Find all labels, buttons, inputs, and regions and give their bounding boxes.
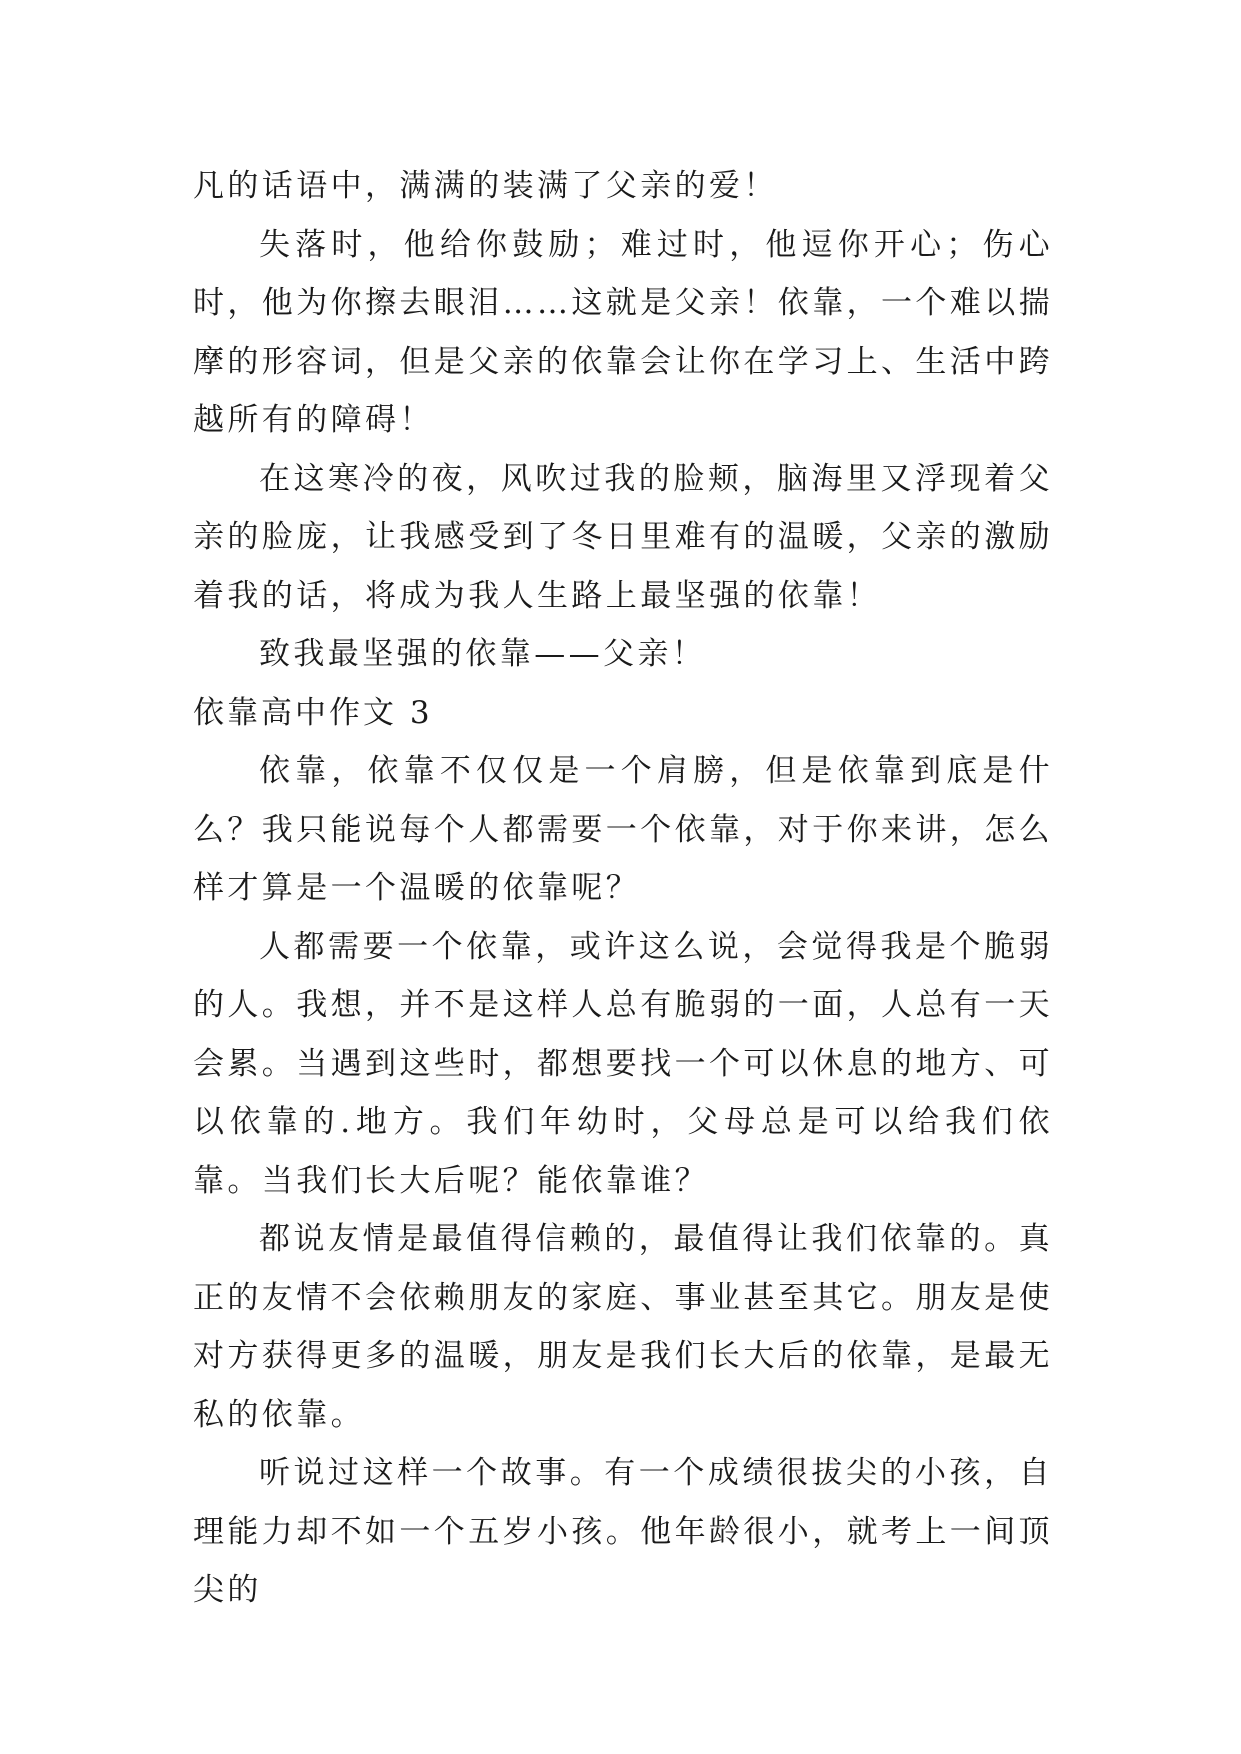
paragraph-continuation: 凡的话语中，满满的装满了父亲的爱！: [193, 168, 778, 204]
paragraph: 致我最坚强的依靠——父亲！: [259, 636, 707, 672]
paragraph: 都说友情是最值得信赖的，最值得让我们依靠的。真正的友情不会依赖朋友的家庭、事业甚至其它。朋友是使对方获得更多的温暖，朋友是我们长大后的依靠，是最无私的依靠。: [193, 1221, 1053, 1433]
paragraph: 人都需要一个依靠，或许这么说，会觉得我是个脆弱的人。我想，并不是这样人总有脆弱的一面，人总有一天会累。当遇到这些时，都想要找一个可以休息的地方、可以依靠的.地方。我们年幼时，父母总是可以给我们依靠。当我们长大后呢？能依靠谁？: [193, 928, 1053, 1199]
paragraph: 听说过这样一个故事。有一个成绩很拔尖的小孩，自理能力却不如一个五岁小孩。他年龄很小，就考上一间顶尖的: [193, 1455, 1053, 1608]
paragraph: 依靠，依靠不仅仅是一个肩膀，但是依靠到底是什么？我只能说每个人都需要一个依靠，对于你来讲，怎么样才算是一个温暖的依靠呢？: [193, 753, 1053, 906]
paragraph: 失落时，他给你鼓励；难过时，他逗你开心；伤心时，他为你擦去眼泪……这就是父亲！依靠，一个难以揣摩的形容词，但是父亲的依靠会让你在学习上、生活中跨越所有的障碍！: [193, 226, 1053, 438]
paragraph: 在这寒冷的夜，风吹过我的脸颊，脑海里又浮现着父亲的脸庞，让我感受到了冬日里难有的温暖，父亲的激励着我的话，将成为我人生路上最坚强的依靠！: [193, 460, 1053, 614]
section-heading: 依靠高中作文 3: [193, 694, 433, 731]
document-body: [193, 157, 1053, 1620]
